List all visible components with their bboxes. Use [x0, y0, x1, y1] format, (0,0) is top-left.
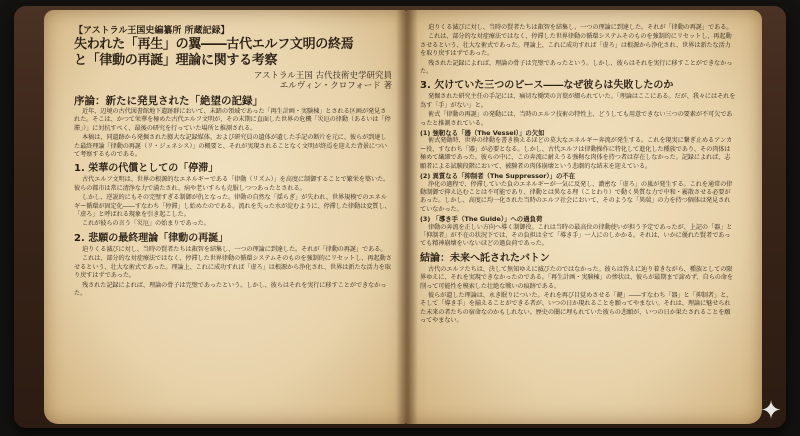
author-block [74, 71, 392, 91]
author-name: エルヴィン・クロフォード 著 [279, 81, 392, 91]
intro-paragraph-2: 本稿は、同遺跡から発掘された膨大な記録媒体、および研究員の遺体が遺した手記の断片を元に、彼らが到達した最終理論「律動の再誕（リ・ジェネシス）」の概要と、それが実現されることなく文明が終焉を迎えた背景について考察するものである。 [74, 134, 388, 159]
piece-3-heading: (3) 「導き手（The Guide）」への過負荷 [420, 215, 543, 224]
right-paragraph-1: これは、部分的な対症療法ではなく、停滞した世界律動の循環システムそのものを強制的にリセットし、再起動させるという、壮大な術式であった。理論上、これに成功すれば「虚ろ」は根源から浄化され、世界は新たな活力を取り戻すはずであった。 [420, 33, 732, 58]
author-affiliation: アストラル王国 古代技術史学研究員 [253, 71, 392, 81]
piece-3-paragraph: 律動の奔流を正しい方向へ導く制御役。これは当時の最高位の律動使いが担う予定であったが、上記の「器」と「抑制者」が不在の状況下では、その負担は全て「導き手」一人にのしかかる。それは、いかに優れた賢者であっても精神崩壊をいないほどの過負荷であった。 [420, 223, 733, 248]
piece-1-paragraph: 術式発動時、世界の律動を書き換えるほどの莫大なエネルギー奔流が発生する。これを現実に繋ぎ止めるアンカー役、すなわち「器」が必要となる。しかし、古代エルフは律動操作に特化して進化した種族であり、その肉体は極めて繊細であった。彼らの中に、この奔流に耐えうる強靭な肉体を持つ者は存在しなかった。記録によれば、志願者による試験段階において、被験者の肉体崩壊という悲劇的な結末を迎えている。 [420, 137, 733, 170]
conclusion-paragraph-1: 古代のエルフたちは、決して無知ゆえに滅びたのではなかった。彼らは答えに辿り着きながら、種族としての限界ゆえに、それを実現できなかったのである。「再生計画・実験棟」の惨状は、彼らが最期まで諦めず、自らの命を削って可能性を模索した壮絶な戦いの痕跡である。 [420, 265, 733, 290]
conclusion-paragraph-2: 彼らが遺した理論は、永き眠りについた。それを再び目覚めさせる「鍵」――すなわち「器」と「抑制者」と、そして「導き手」を揃えることができる者が、いつの日か現れることを願ってやまない。それは、理論に魅せられた未来の者たちの宿命なのかもしれない。歴史の闇に埋もれていた彼らの悲願が、いつの日か果たされることを願ってやまない。 [420, 291, 733, 325]
section-2-heading: 2. 悲願の最終理論「律動の再誕」 [74, 232, 229, 244]
section-3-paragraph-1: 発掘された研究主任の手記には、痛切な慟哭の言葉が綴られていた。「理論はここにある。だが、我々にはそれを為す「手」がない」と。 [420, 93, 736, 109]
sparkle-icon: ✦ [760, 396, 782, 426]
intro-paragraph-1: 近年、辺境の古代図書館地下遺跡群において、未踏の領域であった「再生計画・実験棟」とされる区画が発見された。そこは、かつて栄華を極めた古代エルフ文明が、その末期に直面した世界の危機「災厄の律動（あるいは「停滞」）」に対抗すべく、最後の研究を行っていた場所と推測される。 [74, 108, 391, 132]
book-spine-gutter [396, 10, 418, 424]
section-2-paragraph-3: 残された記録によれば、理論の骨子は完璧であったという。しかし、彼らはそれを実行に移すことができなかった。 [74, 281, 387, 297]
section-2-paragraph-1: 迫りくる滅びに対し、当時の賢者たちは叡智を結集し、一つの理論に到達した。それが「律動の再誕」である。 [82, 245, 387, 253]
right-page-content [420, 24, 736, 414]
section-1-paragraph-1: 古代エルフ文明は、世界の根源的なエネルギーである「律動（リズム）」を高度に制御することで繁栄を築いた。彼らの都市は常に清浄な力で満たされ、病や老いすらも克服しつつあったとされる。 [74, 176, 390, 192]
left-page [44, 10, 406, 424]
conclusion-heading: 結論：未来へ託されたバトン [420, 252, 550, 264]
archive-tag: 【アストラル王国史編纂所 所蔵記録】 [74, 26, 230, 36]
section-1-heading: 1. 栄華の代償としての「停滞」 [74, 163, 219, 175]
right-paragraph-0: 迫りくる滅びに対し、当時の賢者たちは叡智を結集し、一つの理論に到達した。それが「律動の再誕」である。 [428, 24, 733, 31]
open-book [14, 6, 786, 428]
piece-2-paragraph: 浄化の過程で、停滞していた負のエネルギーが一気に反発し、濃密な「虚ろ」の嵐が発生する。これを通常の律動制御で抑え込むことは不可能であり、律動とは異なる理（ことわり）で動く異質な力で中和・霧散させる必要があった。しかし、高度に均一化された当時のエルフ社会において、そのような「異端」の力を持つ個体は発見されていなかった。 [420, 180, 733, 213]
section-1-paragraph-3: これが彼らの言う「災厄」の始まりであった。 [82, 220, 210, 228]
piece-1-heading: (1) 強靭なる「器（The Vessel）」の欠如 [420, 129, 545, 138]
document-title-line1: 失われた「再生」の翼――古代エルフ文明の終焉 [74, 37, 354, 52]
section-3-paragraph-2: 術式「律動の再誕」の発動には、当時のエルフ技術の特性上、どうしても用意できない三つの要素が不可欠であったと推測されている。 [420, 111, 733, 127]
left-page-content [74, 26, 392, 414]
intro-heading: 序論：新たに発見された「絶望の記録」 [74, 95, 263, 107]
right-paragraph-2: 残された記録によれば、理論の骨子は完璧であったという。しかし、彼らはそれを実行に移すことができなかった。 [420, 59, 733, 76]
section-3-heading: 3. 欠けていた三つのピース――なぜ彼らは失敗したのか [420, 80, 674, 92]
section-2-paragraph-2: これは、部分的な対症療法ではなく、停滞した世界律動の循環システムそのものを強制的にリセットし、再起動させるという、壮大な術式であった。理論上、これに成功すれば「虚ろ」は根源から浄化され、世界は新たな活力を取り戻すはずであった。 [74, 255, 392, 280]
document-title-line2: と「律動の再誕」理論に関する考察 [74, 53, 278, 68]
piece-2-heading: (2) 異質なる「抑制者（The Suppressor）」の不在 [420, 172, 576, 181]
section-1-paragraph-2: しかし、逆説的にもその完璧すぎる制御が仇となった。律動の自然な「揺らぎ」が失われ、世界規模でのエネルギー循環が固定化――すなわち「停滞」し始めたのである。流れを失った水が淀むように、停滞した律動は変質し、「虚ろ」と呼ばれる現象を引き起こした。 [74, 194, 391, 219]
right-page [406, 10, 762, 424]
